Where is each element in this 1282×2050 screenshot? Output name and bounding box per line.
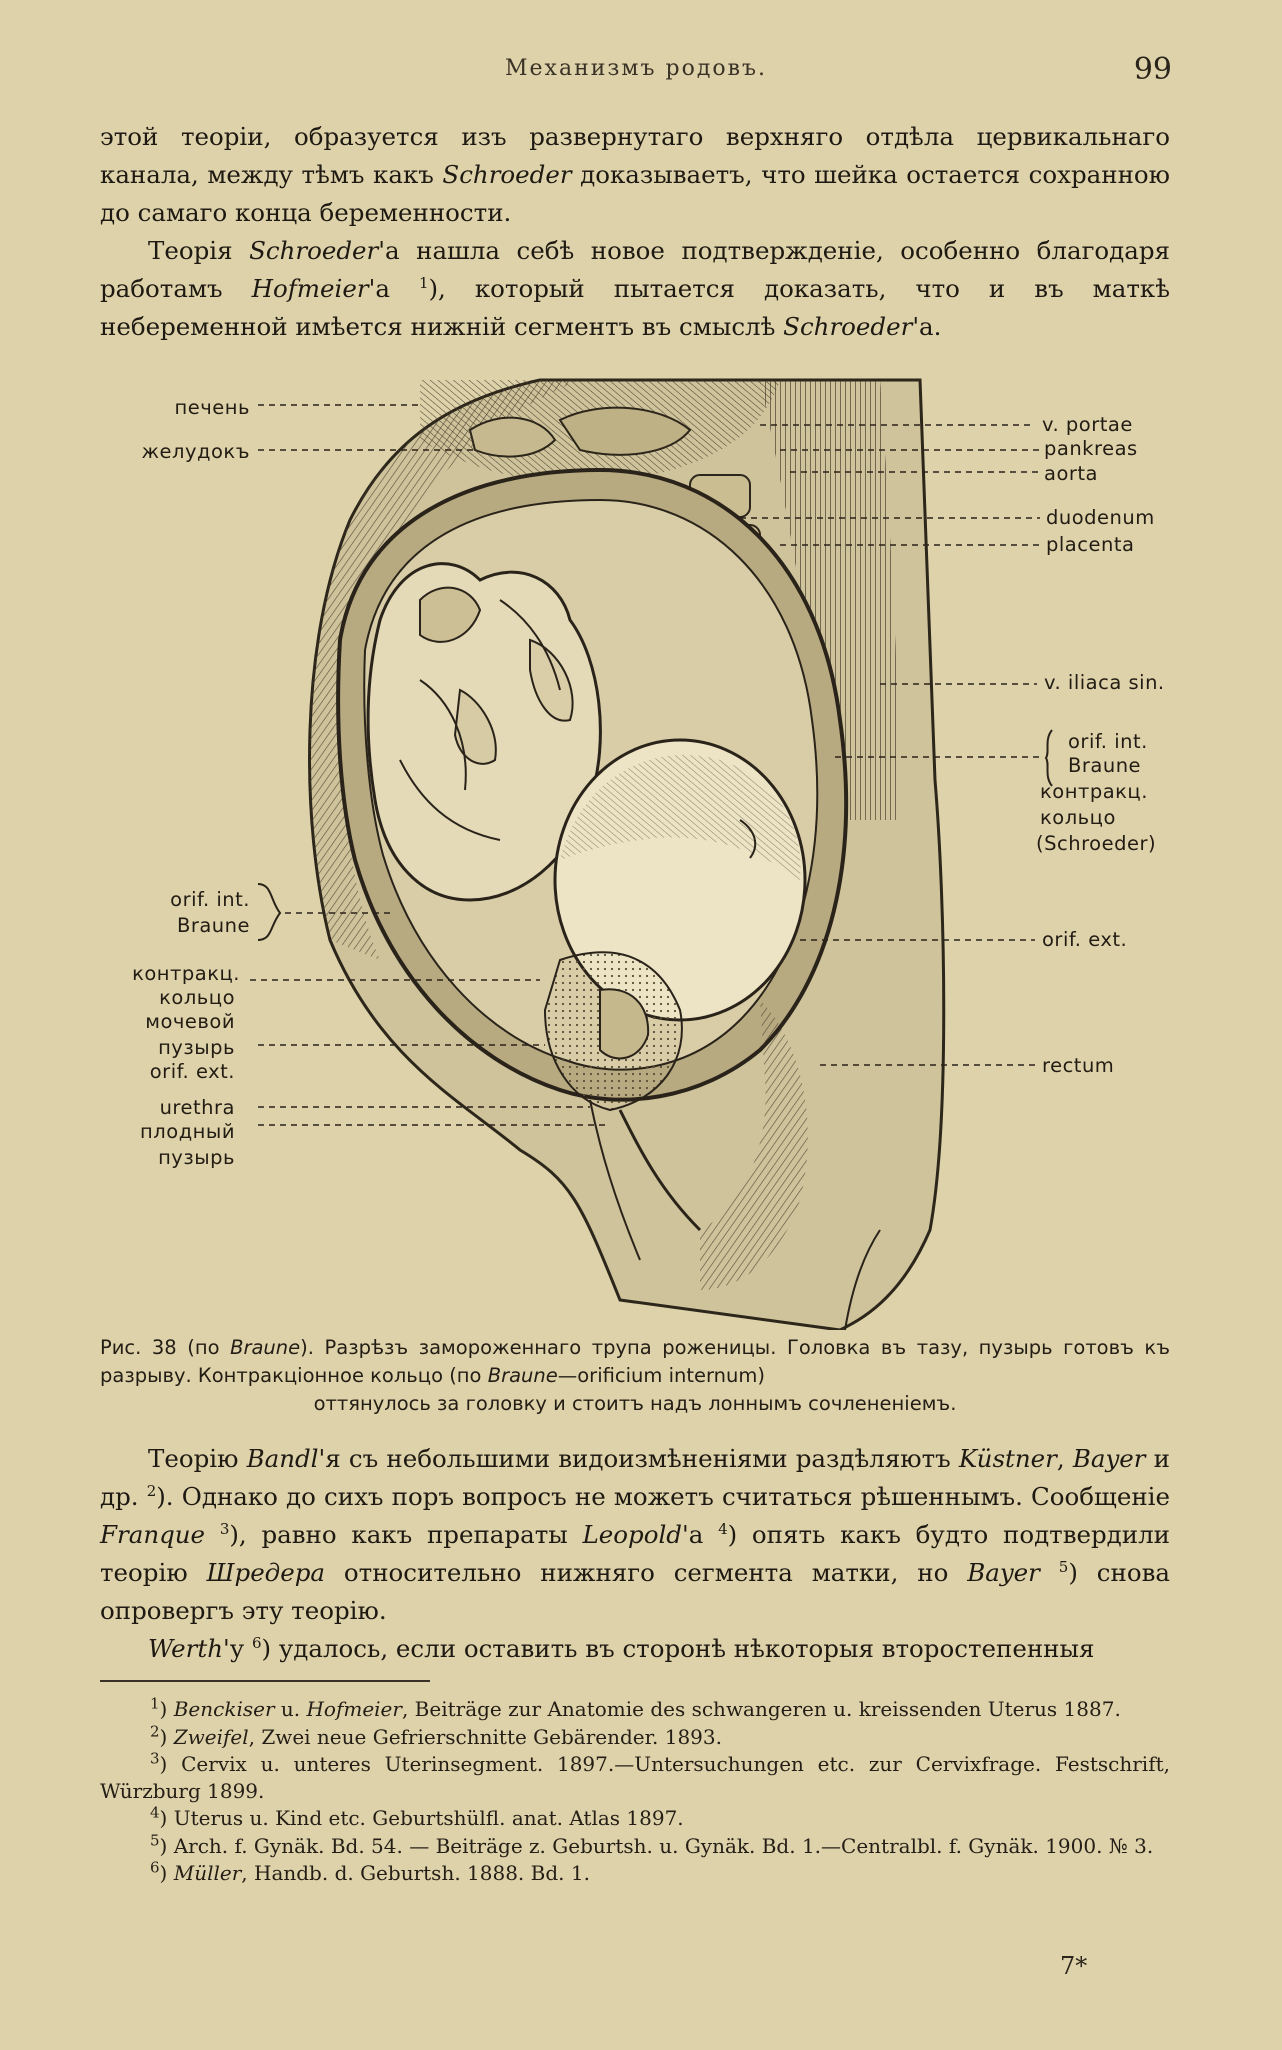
running-title: Механизмъ родовъ. [505, 56, 767, 81]
label-amnion-2: пузырь [158, 1146, 235, 1169]
anatomical-figure [0, 370, 1282, 1330]
label-pancreas: pankreas [1044, 437, 1138, 460]
label-orif-ext-left: orif. ext. [149, 1060, 235, 1083]
paragraph-2: Теорія Schroeder'а нашла себѣ новое подтвержденіе, особенно благодаря работамъ Hofmeier'а $^1$), который пытается доказать, что и въ маткѣ небеременной имѣется нижній сегментъ въ смыслѣ Schroeder'а. [100, 236, 1171, 341]
paragraph-1: этой теоріи, образуется изъ развернутаго верхняго отдѣла цервикальнаго канала, между тѣмъ какъ Schroeder доказываетъ, что шейка остается сохранною до самаго конца беременности. [100, 122, 1170, 227]
figure-caption: Рис. 38 (по Braune). Разрѣзъ замороженнаго трупа роженицы. Головка въ тазу, пузырь готовъ къ разрыву. Контракціонное кольцо (по Braune—orificium internum) оттянулось за головку и стоитъ надъ лоннымъ сочлененіемъ. [100, 1336, 1170, 1415]
label-contract-left: контракц. [132, 962, 240, 985]
top-text [100, 118, 1170, 346]
footnote: $^3$) Cervix u. unteres Uterinsegment. 1897.—Untersuchungen etc. zur Cervixfrage. Festschrift, Würzburg 1899. [100, 1749, 1170, 1803]
label-rectum: rectum [1042, 1054, 1115, 1077]
footnotes [100, 1696, 1170, 1888]
label-ring-right: кольцо [1040, 806, 1116, 829]
label-amnion-1: плодный [140, 1120, 235, 1143]
label-schroeder: (Schroeder) [1036, 832, 1157, 855]
label-orif-ext-right: orif. ext. [1042, 928, 1128, 951]
printer-signature-mark: 7* [1060, 1952, 1088, 1980]
label-orif-int-left: orif. int. [170, 888, 250, 911]
paragraph-3: Теорію Bandl'я съ небольшими видоизмѣненіями раздѣляютъ Küstner, Bayer и др. $^2$). Однако до сихъ поръ вопросъ не можетъ считаться рѣшеннымъ. Сообщеніе Franque $^3$), равно какъ препараты Leopold'а $^4$) опять какъ будто подтвердили теорію Шредера относительно нижняго сегмента матки, но Bayer $^5$) снова опровергъ эту теорію. [100, 1444, 1171, 1625]
footnote: $^4$) Uterus u. Kind etc. Geburtshülfl. anat. Atlas 1897. [150, 1803, 684, 1830]
label-v-portae: v. portae [1042, 413, 1133, 436]
label-placenta: placenta [1046, 533, 1135, 556]
label-liver: печень [174, 396, 250, 419]
label-stomach: желудокъ [141, 440, 250, 463]
running-head [100, 52, 1172, 92]
footnote: $^5$) Arch. f. Gynäk. Bd. 54. — Beiträge z. Geburtsh. u. Gynäk. Bd. 1.—Centralbl. f. Gynäk. 1900. № 3. [150, 1830, 1154, 1858]
label-aorta: aorta [1044, 462, 1098, 485]
lower-text [100, 1440, 1170, 1668]
footnote: $^6$) Müller, Handb. d. Geburtsh. 1888. Bd. 1. [150, 1858, 590, 1885]
footnote: $^1$) Benckiser u. Hofmeier, Beiträge zur Anatomie des schwangeren u. kreissenden Uterus 1887. [150, 1694, 1121, 1721]
label-bladder-2: пузырь [158, 1036, 235, 1059]
label-urethra: urethra [159, 1096, 235, 1119]
label-braune-right: Braune [1068, 754, 1142, 777]
page-number: 99 [1133, 52, 1172, 87]
label-duodenum: duodenum [1046, 506, 1155, 529]
label-bladder-1: мочевой [145, 1010, 235, 1033]
label-orif-int-right: orif. int. [1068, 730, 1148, 753]
label-braune-left: Braune [176, 914, 250, 937]
footnote: $^2$) Zweifel, Zwei neue Gefrierschnitte Gebärender. 1893. [150, 1721, 722, 1749]
paragraph-4: Werth'у $^6$) удалось, если оставить въ сторонѣ нѣкоторыя второстепенныя [148, 1633, 1095, 1663]
label-ring-left: кольцо [159, 986, 235, 1009]
label-contract-right: контракц. [1040, 780, 1148, 803]
footnote-rule [100, 1680, 430, 1682]
label-v-iliaca: v. iliaca sin. [1044, 671, 1165, 694]
